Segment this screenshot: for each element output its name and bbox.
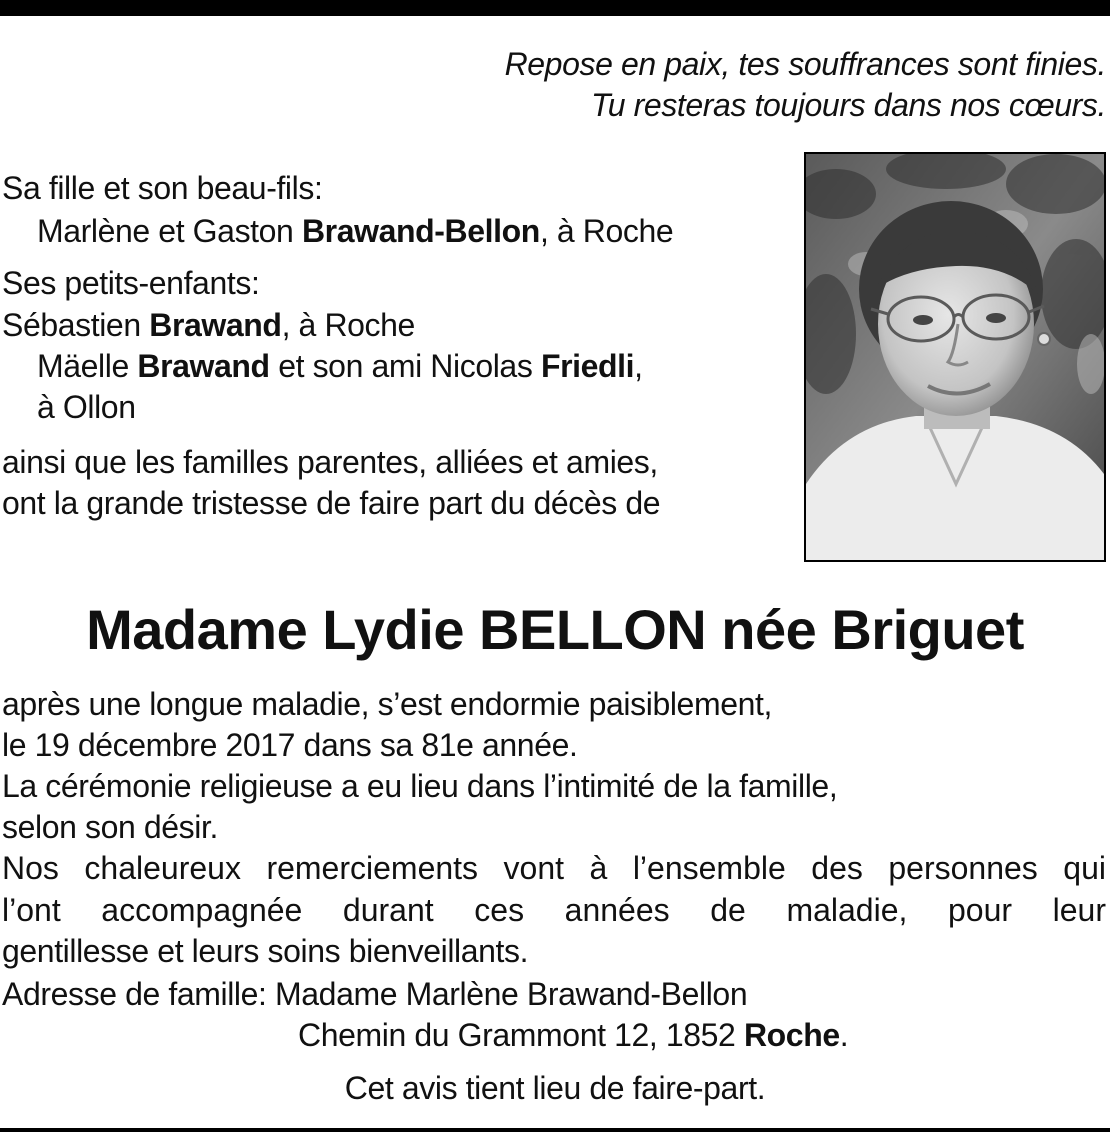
daughter-heading: Sa fille et son beau-fils: [2, 170, 323, 206]
address-street: Chemin du Grammont 12, 1852 Roche. [298, 1017, 849, 1053]
grandchildren-heading: Ses petits-enfants: [2, 265, 260, 301]
portrait-image [806, 154, 1104, 560]
grandchild-2-place: à Ollon [37, 389, 136, 425]
body-line-4: selon son désir. [2, 809, 218, 845]
portrait-photo [804, 152, 1106, 562]
daughter-surname: Brawand-Bellon [301, 213, 540, 249]
grandchild-2-surname: Brawand [137, 348, 270, 384]
grandchild-1: Sébastien Brawand, à Roche [2, 307, 415, 343]
deceased-name: Madame Lydie BELLON née Briguet [86, 598, 1024, 661]
address-town: Roche [743, 1017, 840, 1053]
closing-line-2: ont la grande tristesse de faire part du décès de [2, 485, 661, 521]
thanks-line-1: Nos chaleureux remerciements vont à l’ensemble des personnes qui [2, 850, 1106, 886]
thanks-line-2: l’ont accompagnée durant ces années de maladie, pour leur [2, 892, 1106, 928]
body-line-3: La cérémonie religieuse a eu lieu dans l’intimité de la famille, [2, 768, 838, 804]
partner-surname: Friedli [540, 348, 635, 384]
grandchild-2: Mäelle Brawand et son ami Nicolas Friedli, [37, 348, 643, 384]
grandchild-1-surname: Brawand [149, 307, 282, 343]
verse-line-1: Repose en paix, tes souffrances sont finies. [504, 46, 1106, 82]
closing-line-1: ainsi que les familles parentes, alliées et amies, [2, 444, 658, 480]
verse-line-2: Tu resteras toujours dans nos cœurs. [591, 87, 1106, 123]
body-line-1: après une longue maladie, s’est endormie paisiblement, [2, 686, 772, 722]
body-line-2: le 19 décembre 2017 dans sa 81e année. [2, 727, 578, 763]
notice-line: Cet avis tient lieu de faire-part. [344, 1070, 766, 1106]
thanks-line-3: gentillesse et leurs soins bienveillants. [2, 933, 529, 969]
bottom-rule [0, 1128, 1110, 1132]
address-label: Adresse de famille: Madame Marlène Brawand-Bellon [2, 976, 748, 1012]
daughter-line: Marlène et Gaston Brawand-Bellon, à Roche [37, 213, 674, 249]
top-rule [0, 0, 1110, 16]
